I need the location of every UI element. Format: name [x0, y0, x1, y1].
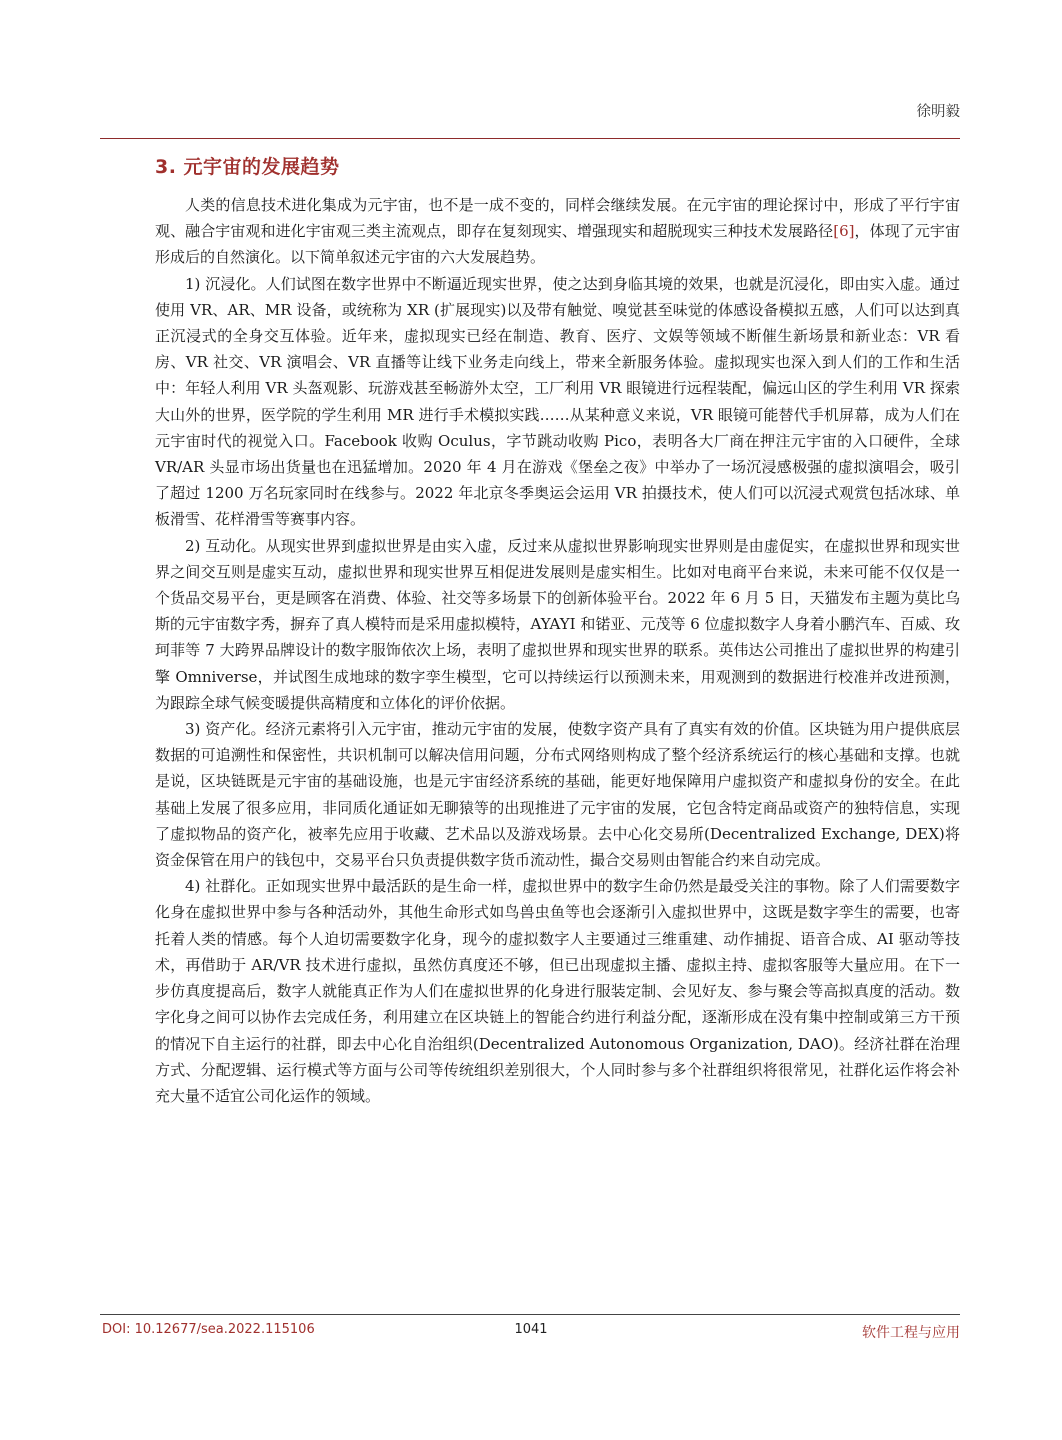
- section-title: 3. 元宇宙的发展趋势: [155, 156, 340, 178]
- paragraph-community: 4) 社群化。正如现实世界中最活跃的是生命一样，虚拟世界中的数字生命仍然是最受关注的事物。除了人们需要数字化身在虚拟世界中参与各种活动外，其他生命形式如鸟兽虫鱼等也会逐渐引入虚拟世界中，这既是数字孪生的需要，也寄托着人类的情感。每个人迫切需要数字化身，现今的虚拟数字人主要通过三维重建、动作捕捉、语音合成、AI 驱动等技术，再借助于 AR/VR 技术进行虚拟，虽然仿真度还不够，但已出现虚拟主播、虚拟主持、虚拟客服等大量应用。在下一步仿真度提高后，数字人就能真正作为人们在虚拟世界的化身进行服装定制、会见好友、参与聚会等高拟真度的活动。数字化身之间可以协作去完成任务，利用建立在区块链上的智能合约进行利益分配，逐渐形成在没有集中控制或第三方干预的情况下自主运行的社群，即去中心化自治组织(Decentralized Autonomous Organization, DAO)。经济社群在治理方式、分配逻辑、运行模式等方面与公司等传统组织差别很大，个人同时参与多个社群组织将很常见，社群化运作将会补充大量不适宜公司化运作的领域。: [155, 877, 960, 1105]
- paragraph-immersion: 1) 沉浸化。人们试图在数字世界中不断逼近现实世界，使之达到身临其境的效果，也就是沉浸化，即由实入虚。通过使用 VR、AR、MR 设备，或统称为 XR (扩展现实)以及带有触觉、嗅觉甚至味觉的体感设备模拟五感，人们可以达到真正沉浸式的全身交互体验。近年来，虚拟现实已经在制造、教育、医疗、文娱等领域不断催生新场景和新业态：VR 看房、VR 社交、VR 演唱会、VR 直播等让线下业务走向线上，带来全新服务体验。虚拟现实也深入到人们的工作和生活中：年轻人利用 VR 头盔观影、玩游戏甚至畅游外太空，工厂利用 VR 眼镜进行远程装配，偏远山区的学生利用 VR 探索大山外的世界，医学院的学生利用 MR 进行手术模拟实践……从某种意义来说，VR 眼镜可能替代手机屏幕，成为人们在元宇宙时代的视觉入口。Facebook 收购 Oculus，字节跳动收购 Pico，表明各大厂商在押注元宇宙的入口硬件，全球 VR/AR 头显市场出货量也在迅猛增加。2020 年 4 月在游戏《堡垒之夜》中举办了一场沉浸感极强的虚拟演唱会，吸引了超过 1200 万名玩家同时在线参与。2022 年北京冬季奥运会运用 VR 拍摄技术，使人们可以沉浸式观赏包括冰球、单板滑雪、花样滑雪等赛事内容。: [155, 274, 960, 529]
- intro-text-a: 人类的信息技术进化集成为元宇宙，也不是一成不变的，同样会继续发展。在元宇宙的理论探讨中，形成了平行宇宙观、融合宇宙观和进化宇宙观三类主流观点，即存在复刻现实、增强现实和超脱现实三种技术发展路径: [155, 196, 960, 241]
- intro-paragraph: [155, 192, 960, 271]
- journal-name: 软件工程与应用: [862, 1325, 960, 1341]
- citation-link[interactable]: [6]: [833, 222, 855, 241]
- doi-link[interactable]: DOI: 10.12677/sea.2022.115106: [102, 1322, 315, 1337]
- paragraph-interaction: 2) 互动化。从现实世界到虚拟世界是由实入虚，反过来从虚拟世界影响现实世界则是由虚促实，在虚拟世界和现实世界之间交互则是虚实互动，虚拟世界和现实世界互相促进发展则是虚实相生。比如对电商平台来说，未来可能不仅仅是一个货品交易平台，更是顾客在消费、体验、社交等多场景下的创新体验平台。2022 年 6 月 5 日，天猫发布主题为莫比乌斯的元宇宙数字秀，摒弃了真人模特而是采用虚拟模特，AYAYI 和锘亚、元茂等 6 位虚拟数字人身着小鹏汽车、百威、玫珂菲等 7 大跨界品牌设计的数字服饰依次上场，表明了虚拟世界和现实世界的联系。英伟达公司推出了虚拟世界的构建引擎 Omniverse，并试图生成地球的数字孪生模型，它可以持续运行以预测未来，用观测到的数据进行校准并改进预测，为跟踪全球气候变暖提供高精度和立体化的评价依据。: [155, 536, 960, 712]
- author-name: 徐明毅: [916, 104, 960, 120]
- intro-text-b: ，体现了元宇宙形成后的自然演化。以下简单叙述元宇宙的六大发展趋势。: [155, 222, 960, 267]
- header-divider: [100, 138, 960, 139]
- paragraph-assetization: 3) 资产化。经济元素将引入元宇宙，推动元宇宙的发展，使数字资产具有了真实有效的价值。区块链为用户提供底层数据的可追溯性和保密性，共识机制可以解决信用问题，分布式网络则构成了整个经济系统运行的核心基础和支撑。也就是说，区块链既是元宇宙的基础设施，也是元宇宙经济系统的基础，能更好地保障用户虚拟资产和虚拟身份的安全。在此基础上发展了很多应用，非同质化通证如无聊猿等的出现推进了元宇宙的发展，它包含特定商品或资产的独特信息，实现了虚拟物品的资产化，被率先应用于收藏、艺术品以及游戏场景。去中心化交易所(Decentralized Exchange, DEX)将资金保管在用户的钱包中，交易平台只负责提供数字货币流动性，撮合交易则由智能合约来自动完成。: [155, 720, 960, 870]
- page-number: 1041: [514, 1322, 548, 1337]
- footer-divider: [100, 1314, 960, 1315]
- body-text: [155, 192, 960, 1109]
